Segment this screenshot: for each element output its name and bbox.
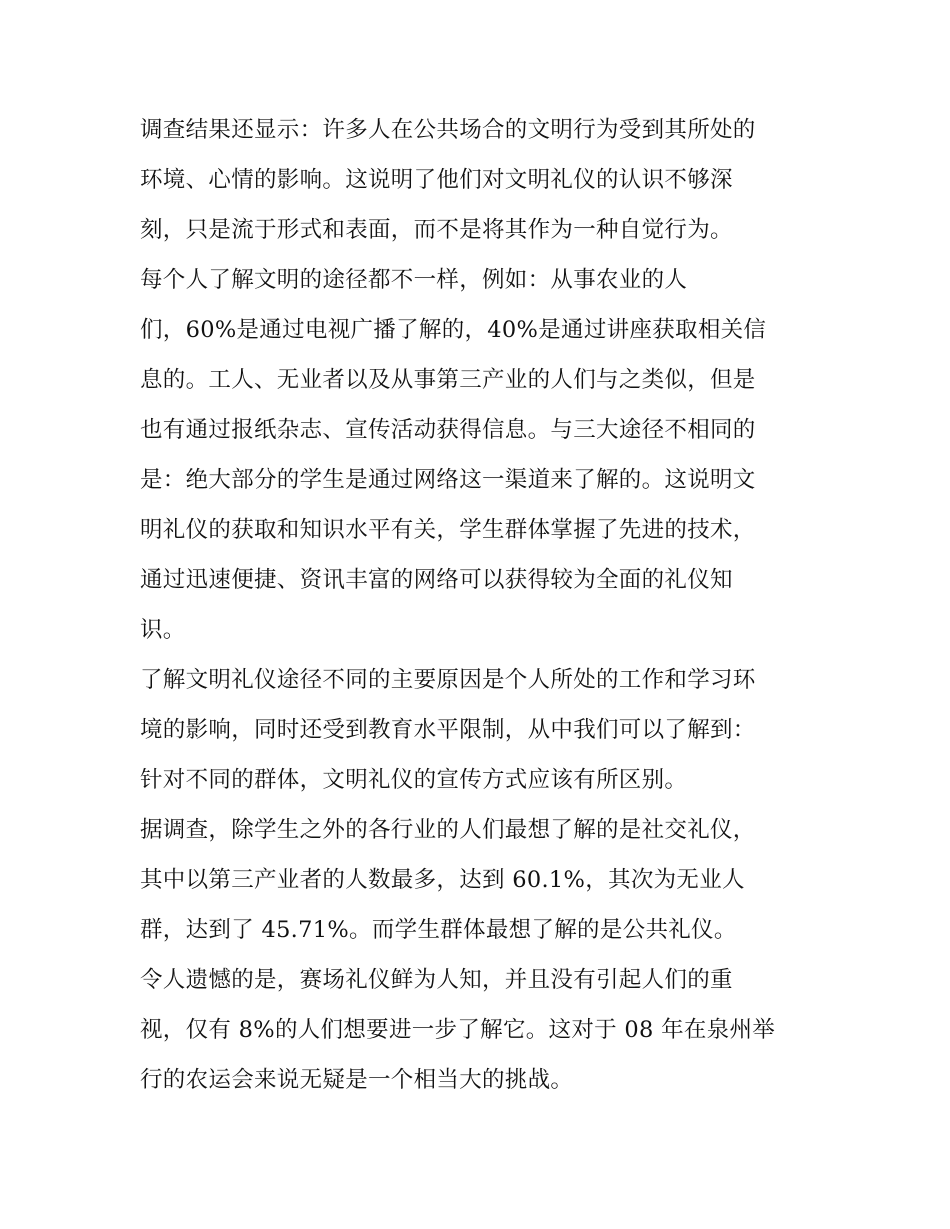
text-line: 针对不同的群体，文明礼仪的宣传方式应该有所区别。 [140,767,688,793]
text-line: 是：绝大部分的学生是通过网络这一渠道来了解的。这说明文 [140,467,756,493]
text-line: 群，达到了 45.71%。而学生群体最想了解的是公共礼仪。 [140,917,737,943]
text-line: 了解文明礼仪途径不同的主要原因是个人所处的工作和学习环 [140,667,756,693]
text-line: 刻，只是流于形式和表面，而不是将其作为一种自觉行为。 [140,217,733,243]
text-line: 也有通过报纸杂志、宣传活动获得信息。与三大途径不相同的 [140,417,756,443]
text-line: 息的。工人、无业者以及从事第三产业的人们与之类似，但是 [140,367,756,393]
text-line: 识。 [140,617,186,643]
text-line: 据调查，除学生之外的各行业的人们最想了解的是社交礼仪， [140,817,756,843]
text-line: 通过迅速便捷、资讯丰富的网络可以获得较为全面的礼仪知 [140,567,733,593]
text-line: 令人遗憾的是，赛场礼仪鲜为人知，并且没有引起人们的重 [140,967,733,993]
text-line: 每个人了解文明的途径都不一样，例如：从事农业的人 [140,267,688,293]
text-line: 们，60%是通过电视广播了解的，40%是通过讲座获取相关信 [140,317,767,343]
text-line: 环境、心情的影响。这说明了他们对文明礼仪的认识不够深 [140,167,733,193]
text-line: 明礼仪的获取和知识水平有关，学生群体掌握了先进的技术， [140,517,756,543]
text-line: 境的影响，同时还受到教育水平限制，从中我们可以了解到： [140,717,756,743]
text-line: 行的农运会来说无疑是一个相当大的挑战。 [140,1067,574,1093]
text-line: 其中以第三产业者的人数最多，达到 60.1%，其次为无业人 [140,867,745,893]
text-line: 调查结果还显示：许多人在公共场合的文明行为受到其所处的 [140,117,756,143]
text-line: 视，仅有 8%的人们想要进一步了解它。这对于 08 年在泉州举 [140,1017,776,1043]
